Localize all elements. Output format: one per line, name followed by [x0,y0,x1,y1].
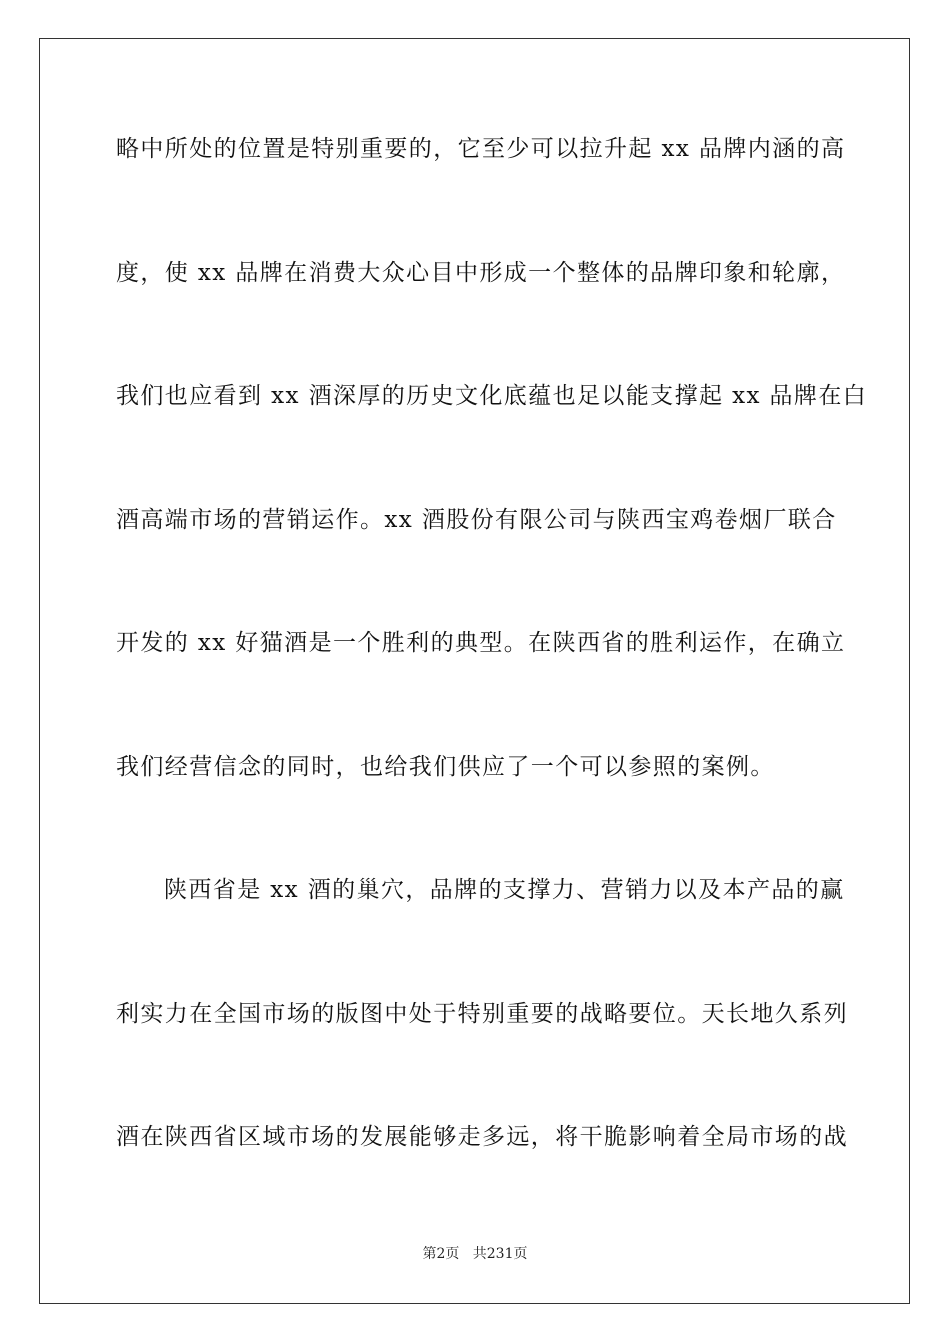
page-unit: 页 [445,1246,460,1262]
page-label: 第 [422,1246,437,1262]
text-line: 酒在陕西省区域市场的发展能够走多远，将干脆影响着全局市场的战 [116,1124,848,1150]
text-line: 我们也应看到 xx 酒深厚的历史文化底蕴也足以能支撑起 xx 品牌在白 [116,383,868,409]
text-line: 略中所处的位置是特别重要的，它至少可以拉升起 xx 品牌内涵的高 [116,136,846,162]
text-line: 酒高端市场的营销运作。xx 酒股份有限公司与陕西宝鸡卷烟厂联合 [116,506,837,533]
text-line: 我们经营信念的同时，也给我们供应了一个可以参照的案例。 [116,753,775,780]
text-line: 利实力在全国市场的版图中处于特别重要的战略要位。天长地久系列 [116,1000,848,1027]
text-line: 开发的 xx 好猫酒是一个胜利的典型。在陕西省的胜利运作，在确立 [116,630,846,656]
total-pages: 231 [486,1246,514,1262]
page-number: 2 [436,1246,446,1262]
text-line: 度，使 xx 品牌在消费大众心目中形成一个整体的品牌印象和轮廓， [116,259,846,286]
page-footer [0,1244,950,1264]
total-label: 共 [472,1246,487,1262]
paragraph-first-line: 陕西省是 xx 酒的巢穴，品牌的支撑力、营销力以及本产品的赢 [164,877,845,903]
total-unit: 页 [513,1246,528,1262]
document-body [116,117,868,1229]
